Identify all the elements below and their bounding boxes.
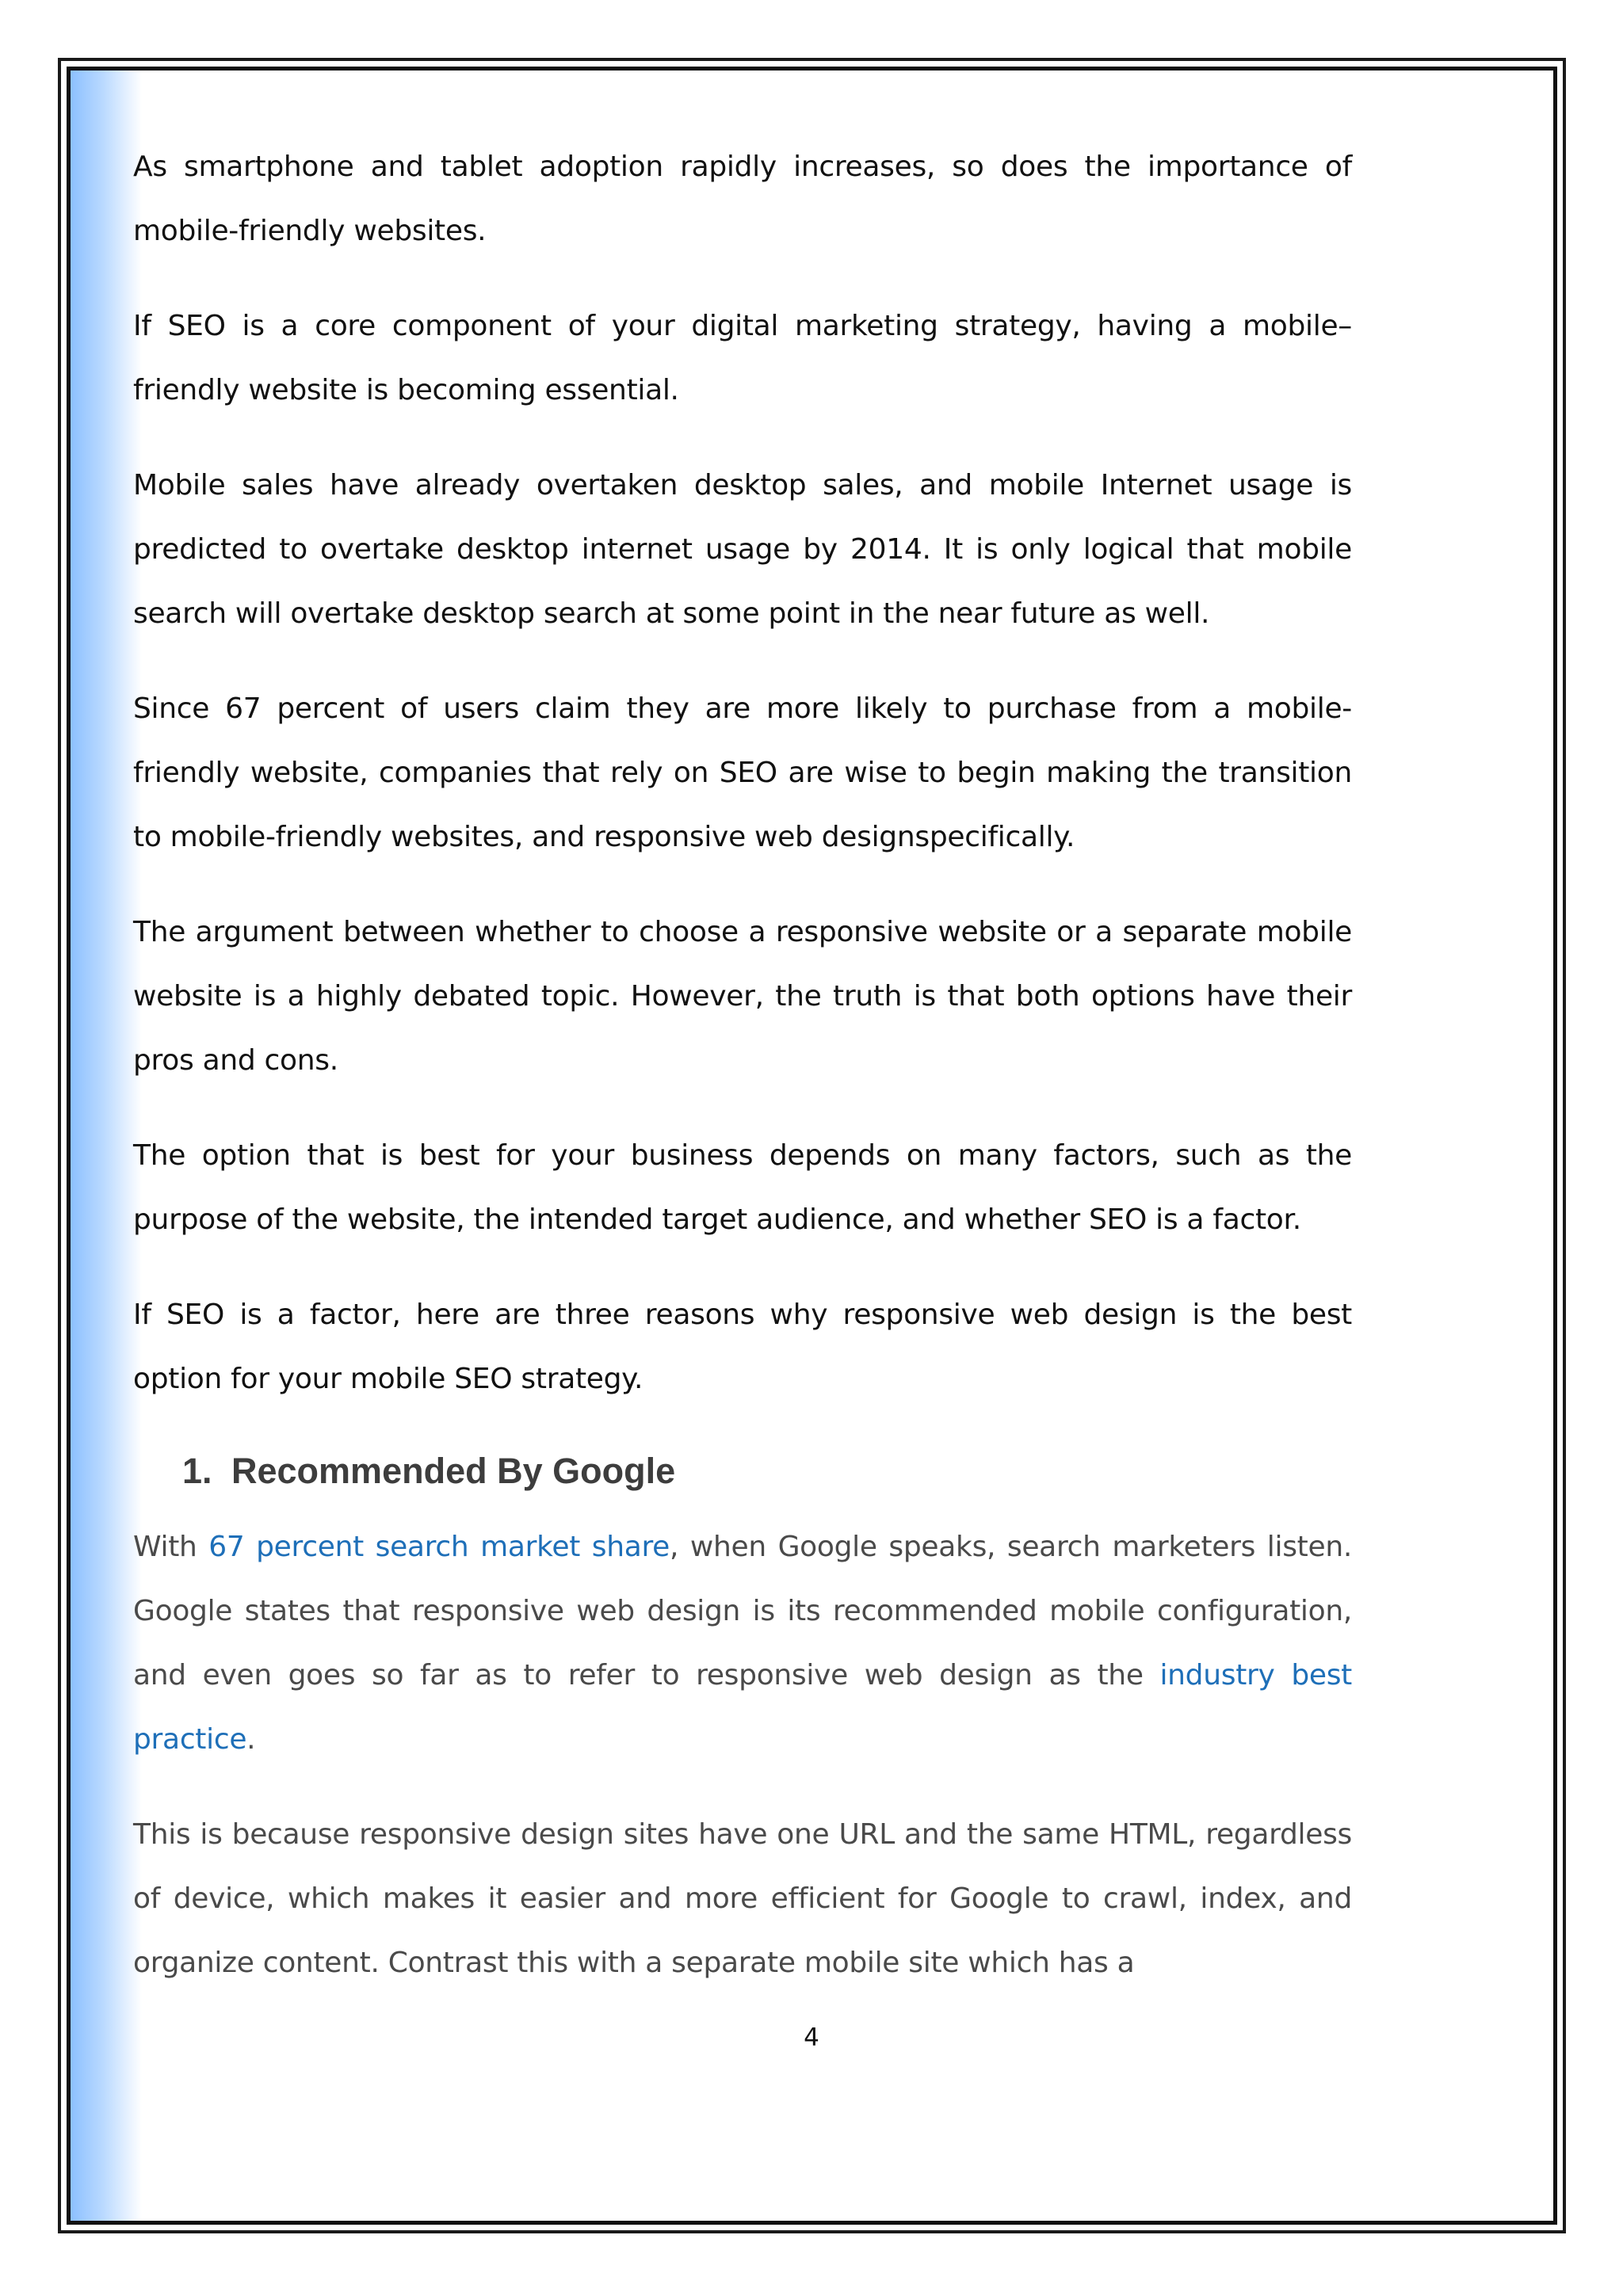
paragraph-intro: As smartphone and tablet adoption rapidly increases, so does the importance of mobile-friendly websites. [133,151,1352,247]
text-middle: , when Google speaks, search marketers listen. Google states that responsive web design is its recommended mobile configuration, and even goes so far as to refer to responsive web design as the [133,1531,1352,1691]
paragraph-google-share [133,1515,1352,1772]
paragraph-seo-core: If SEO is a core component of your digital marketing strategy, having a mobile–friendly website is becoming essential. [133,310,1352,406]
paragraph-argument: The argument between whether to choose a responsive website or a separate mobile website is a highly debated topic. However, the truth is that both options have their pros and cons. [133,916,1352,1077]
section-heading-recommended [182,1447,1352,1495]
text-before-link: With [133,1531,209,1563]
paragraph-mobile-sales: Mobile sales have already overtaken desktop sales, and mobile Internet usage is predicted to overtake desktop internet usage by 2014. It is only logical that mobile search will overtake desktop search at some point in the near future as well. [133,469,1352,630]
page-number: 4 [804,2023,819,2052]
section-title: Recommended By Google [231,1451,676,1491]
paragraph-reasons: If SEO is a factor, here are three reasons why responsive web design is the best option for your mobile SEO strategy. [133,1299,1352,1395]
document-body [133,135,1352,2026]
section-number: 1. [182,1451,212,1491]
industry-best-practice-link[interactable]: industry best practice [133,1659,1352,1756]
paragraph-purchase-stat: Since 67 percent of users claim they are more likely to purchase from a mobile-friendly website, companies that rely on SEO are wise to begin making the transition to mobile-friendly websites, and responsive web designspecifically. [133,692,1352,853]
paragraph-one-url: This is because responsive design sites have one URL and the same HTML, regardless of device, which makes it easier and more efficient for Google to crawl, index, and organize content. Contrast this with a separate mobile site which has a [133,1818,1352,1979]
text-after-link: . [246,1723,256,1756]
side-gradient-bar [71,71,142,2221]
market-share-link[interactable]: 67 percent search market share [208,1531,670,1563]
paragraph-options: The option that is best for your business depends on many factors, such as the purpose of the website, the intended target audience, and whether SEO is a factor. [133,1139,1352,1236]
